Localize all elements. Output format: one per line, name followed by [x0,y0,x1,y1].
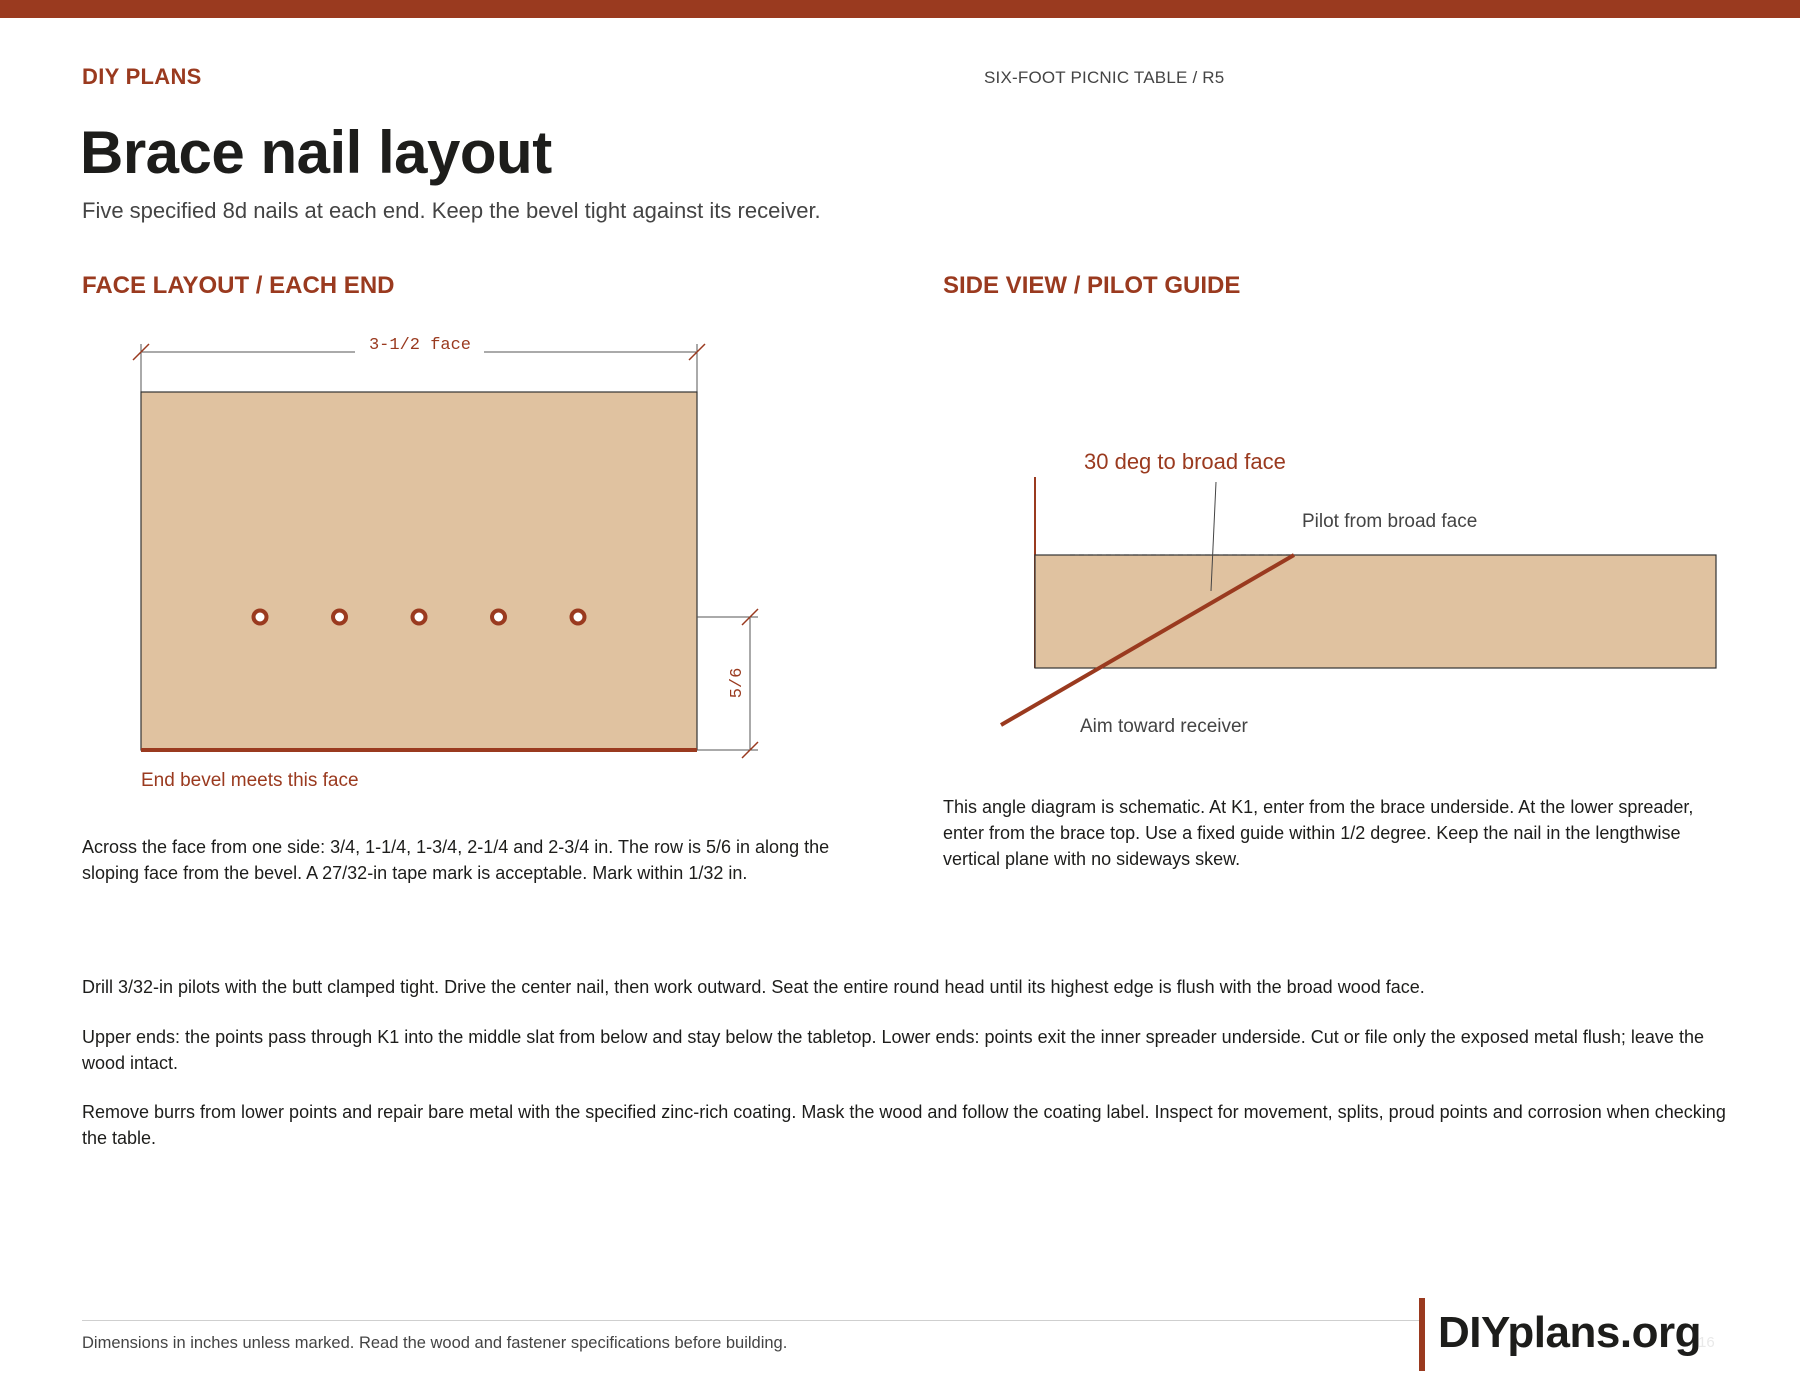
face-layout-heading: FACE LAYOUT / EACH END [82,272,395,299]
nail-head-icon [254,611,267,624]
pilot-label: Pilot from broad face [1302,511,1478,532]
width-dimension-label: 3-1/2 face [368,336,472,355]
body-paragraph-3: Remove burrs from lower points and repair bare metal with the specified zinc-rich coating. Mask the wood and follow the coating label. Inspect for movement, splits, proud points and corrosion when checking the table. [82,1102,1726,1148]
side-view-heading: SIDE VIEW / PILOT GUIDE [943,272,1241,299]
nail-head-icon [572,611,585,624]
logo-accent-bar [1419,1298,1425,1371]
page-title: Brace nail layout [80,119,552,186]
nail-head-icon [413,611,426,624]
brace-face [141,392,697,750]
site-logo: DIYplans.org [1438,1308,1701,1357]
aim-label: Aim toward receiver [1080,716,1248,737]
face-layout-diagram [0,330,800,800]
nail-head-icon [492,611,505,624]
face-layout-text: Across the face from one side: 3/4, 1-1/4, 1-3/4, 2-1/4 and 2-3/4 in. The row is 5/6 in along the sloping face from the bevel. A 27/32-in tape mark is acceptable. Mark within 1/32 in. [82,837,830,883]
bevel-label: End bevel meets this face [141,770,359,791]
side-view-text: This angle diagram is schematic. At K1, enter from the brace underside. At the lower spreader, enter from the brace top. Use a fixed guide within 1/2 degree. Keep the nail in the lengthwise vertical plane with no sideways skew. [943,797,1694,869]
angle-label: 30 deg to broad face [1084,449,1286,474]
page-subtitle: Five specified 8d nails at each end. Keep the bevel tight against its receiver. [82,198,821,223]
top-accent-bar [0,0,1800,18]
nail-head-icon [333,611,346,624]
row-dimension-label: 5/6 [728,667,747,699]
document-reference: SIX-FOOT PICNIC TABLE / R5 [984,68,1225,87]
side-view-diagram [960,430,1740,750]
brand-label: DIY PLANS [82,64,202,89]
body-paragraph-2: Upper ends: the points pass through K1 into the middle slat from below and stay below the tabletop. Lower ends: points exit the inner spreader underside. Cut or file only the exposed metal flush; leave the wood intact. [82,1027,1704,1073]
footer-rule [82,1320,1422,1321]
page-number: 16 [1698,1334,1715,1351]
body-paragraph-1: Drill 3/32-in pilots with the butt clamped tight. Drive the center nail, then work outward. Seat the entire round head until its highest edge is flush with the broad wood face. [82,977,1425,997]
brace-side-profile [1035,555,1716,668]
footer-note: Dimensions in inches unless marked. Read the wood and fastener specifications before building. [82,1334,788,1352]
